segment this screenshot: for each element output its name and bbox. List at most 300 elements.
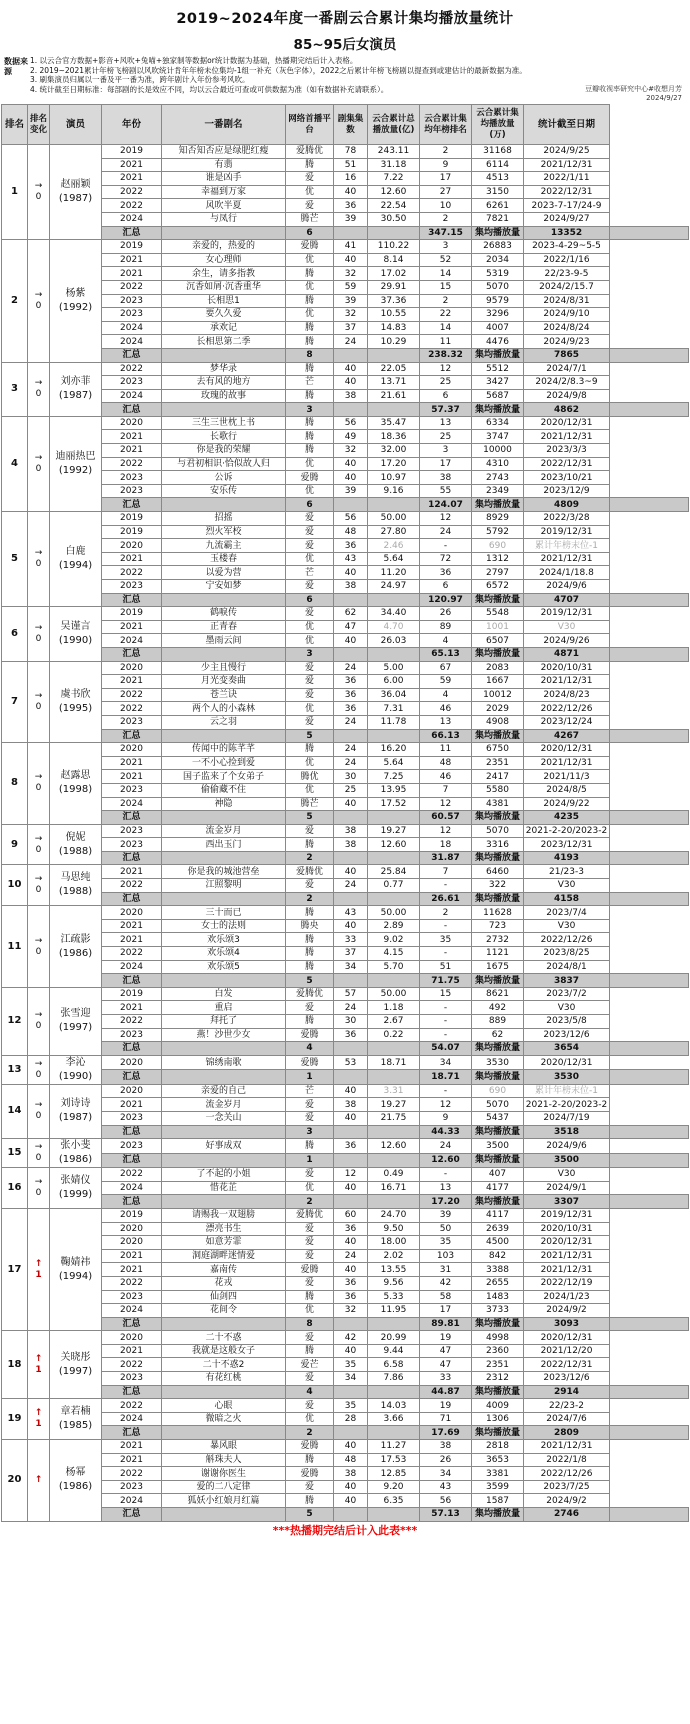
yearrank-cell: 25 (420, 376, 472, 390)
avgwan-cell: 10012 (472, 688, 524, 702)
year-cell: 2019 (102, 145, 162, 159)
summary-spacer (368, 892, 420, 906)
platform-cell: 优 (286, 634, 334, 648)
summary-spacer (368, 593, 420, 607)
header-rank: 排名 (2, 105, 28, 145)
yearrank-cell: 12 (420, 362, 472, 376)
avgwan-cell: 6114 (472, 158, 524, 172)
platform-cell: 爱 (286, 1249, 334, 1263)
episodes-cell: 33 (334, 933, 368, 947)
summary-label: 汇总 (102, 729, 162, 743)
yearrank-cell: 24 (420, 1139, 472, 1154)
total-cell: 36.04 (368, 688, 420, 702)
year-cell: 2020 (102, 906, 162, 920)
total-cell: 5.64 (368, 552, 420, 566)
table-row (2, 756, 689, 770)
summary-spacer (334, 892, 368, 906)
summary-label: 汇总 (102, 647, 162, 661)
episodes-cell: 36 (334, 675, 368, 689)
yearrank-cell: - (420, 1084, 472, 1098)
actor-cell: 倪妮 (1988) (50, 824, 102, 865)
total-cell: 50.00 (368, 512, 420, 526)
rank-change-cell: ↑ 1 (28, 1399, 50, 1440)
page-subtitle: 85~95后女演员 (293, 37, 397, 53)
summary-spacer (368, 1508, 420, 1522)
header-avgwan: 云合累计集均播放量(万) (472, 105, 524, 145)
yearrank-cell: 43 (420, 1480, 472, 1494)
header-episodes: 剧集集数 (334, 105, 368, 145)
table-row (2, 770, 689, 784)
summary-spacer (368, 729, 420, 743)
drama-cell: 女士的法则 (162, 919, 286, 933)
avgwan-cell: 6334 (472, 416, 524, 430)
avgwan-cell: 5512 (472, 362, 524, 376)
summary-avg-label: 集均播放量 (472, 892, 524, 906)
summary-row (2, 1070, 689, 1085)
yearrank-cell: 13 (420, 1181, 472, 1195)
total-cell: 11.20 (368, 566, 420, 580)
drama-cell: 云之羽 (162, 715, 286, 729)
year-cell: 2022 (102, 1015, 162, 1029)
avgwan-cell: 3388 (472, 1263, 524, 1277)
drama-cell: 谁是凶手 (162, 172, 286, 186)
avgwan-cell: 6460 (472, 865, 524, 879)
date-cell: 2022/12/26 (524, 933, 610, 947)
summary-avg-value: 2746 (524, 1508, 610, 1522)
rank-cell: 12 (2, 987, 28, 1055)
summary-label: 汇总 (102, 403, 162, 417)
drama-cell: 二十不惑 (162, 1331, 286, 1345)
drama-cell: 你是我的城池营垒 (162, 865, 286, 879)
date-cell: 2021/12/20 (524, 1344, 610, 1358)
year-cell: 2020 (102, 1084, 162, 1098)
drama-cell: 亲爱的，热爱的 (162, 240, 286, 254)
avgwan-cell: 4381 (472, 797, 524, 811)
table-row (2, 1111, 689, 1125)
summary-avg-label: 集均播放量 (472, 498, 524, 512)
avgwan-cell: 5070 (472, 280, 524, 294)
year-cell: 2022 (102, 185, 162, 199)
table-row (2, 566, 689, 580)
episodes-cell: 40 (334, 1344, 368, 1358)
table-row (2, 1344, 689, 1358)
summary-count: 6 (286, 593, 334, 607)
summary-total: 89.81 (420, 1317, 472, 1331)
table-row (2, 1139, 689, 1154)
platform-cell: 优 (286, 552, 334, 566)
summary-spacer (162, 348, 286, 362)
date-cell: 2023/12/31 (524, 838, 610, 852)
header-date: 统计截至日期 (524, 105, 610, 145)
summary-spacer (162, 1195, 286, 1209)
summary-spacer (610, 1195, 689, 1209)
total-cell: 5.33 (368, 1290, 420, 1304)
platform-cell: 腾 (286, 321, 334, 335)
date-cell: 2021-2-20/2023-2 (524, 824, 610, 838)
header-drama: 一番剧名 (162, 105, 286, 145)
platform-cell: 爱 (286, 1331, 334, 1345)
date-cell: 2023/7/4 (524, 906, 610, 920)
summary-spacer (610, 1070, 689, 1085)
total-cell: 0.49 (368, 1168, 420, 1182)
avgwan-cell: 31168 (472, 145, 524, 159)
episodes-cell: 40 (334, 1181, 368, 1195)
summary-spacer (368, 1317, 420, 1331)
rank-change-cell: → 0 (28, 824, 50, 865)
yearrank-cell: 38 (420, 471, 472, 485)
avgwan-cell: 1306 (472, 1412, 524, 1426)
platform-cell: 优 (286, 1412, 334, 1426)
platform-cell: 腾 (286, 1015, 334, 1029)
summary-spacer (334, 1508, 368, 1522)
actor-cell: 关晓彤 (1997) (50, 1331, 102, 1399)
yearrank-cell: - (420, 879, 472, 893)
total-cell: 29.91 (368, 280, 420, 294)
drama-cell: 传闻中的陈芊芊 (162, 743, 286, 757)
summary-spacer (610, 974, 689, 988)
summary-avg-value: 3518 (524, 1125, 610, 1139)
episodes-cell: 51 (334, 158, 368, 172)
summary-spacer (334, 811, 368, 825)
date-cell: V30 (524, 620, 610, 634)
yearrank-cell: 89 (420, 620, 472, 634)
yearrank-cell: 12 (420, 824, 472, 838)
total-cell: 5.64 (368, 756, 420, 770)
rank-change-cell: → 0 (28, 145, 50, 240)
drama-cell: 你是我的荣耀 (162, 444, 286, 458)
table-row (2, 253, 689, 267)
table-row (2, 1467, 689, 1481)
actor-cell: 张婧仪 (1999) (50, 1168, 102, 1209)
drama-cell: 沉香如屑·沉香重华 (162, 280, 286, 294)
summary-avg-label: 集均播放量 (472, 403, 524, 417)
platform-cell: 腾 (286, 362, 334, 376)
episodes-cell: 56 (334, 416, 368, 430)
platform-cell: 爱 (286, 1399, 334, 1413)
summary-row (2, 593, 689, 607)
yearrank-cell: - (420, 1015, 472, 1029)
summary-row (2, 851, 689, 865)
total-cell: 2.67 (368, 1015, 420, 1029)
avgwan-cell: 2083 (472, 661, 524, 675)
table-row (2, 688, 689, 702)
table-row (2, 580, 689, 594)
yearrank-cell: 18 (420, 838, 472, 852)
year-cell: 2023 (102, 580, 162, 594)
platform-cell: 腾 (286, 416, 334, 430)
summary-spacer (610, 811, 689, 825)
summary-row (2, 647, 689, 661)
episodes-cell: 36 (334, 1139, 368, 1154)
table-row (2, 416, 689, 430)
date-cell: 2021/12/31 (524, 552, 610, 566)
summary-row (2, 974, 689, 988)
year-cell: 2020 (102, 416, 162, 430)
avgwan-cell: 2818 (472, 1440, 524, 1454)
episodes-cell: 39 (334, 294, 368, 308)
table-row (2, 620, 689, 634)
total-cell: 110.22 (368, 240, 420, 254)
year-cell: 2024 (102, 212, 162, 226)
episodes-cell: 36 (334, 702, 368, 716)
date-cell: 2021/12/31 (524, 1263, 610, 1277)
date-cell: 2022/12/31 (524, 1358, 610, 1372)
yearrank-cell: 12 (420, 1098, 472, 1112)
date-cell: 2024/9/27 (524, 212, 610, 226)
avgwan-cell: 1312 (472, 552, 524, 566)
date-cell: V30 (524, 879, 610, 893)
platform-cell: 优 (286, 702, 334, 716)
total-cell: 11.78 (368, 715, 420, 729)
date-cell: 累计年榜末位-1 (524, 1084, 610, 1098)
summary-label: 汇总 (102, 1070, 162, 1085)
yearrank-cell: 42 (420, 1276, 472, 1290)
total-cell: 9.50 (368, 1222, 420, 1236)
table-row (2, 715, 689, 729)
summary-spacer (610, 1317, 689, 1331)
summary-count: 3 (286, 403, 334, 417)
year-cell: 2021 (102, 1249, 162, 1263)
table-row (2, 525, 689, 539)
drama-cell: 欢乐颂3 (162, 933, 286, 947)
summary-spacer (334, 1317, 368, 1331)
total-cell: 22.05 (368, 362, 420, 376)
drama-cell: 余生，请多指教 (162, 267, 286, 281)
actor-cell: 吴谨言 (1990) (50, 607, 102, 661)
actor-cell: 刘亦菲 (1987) (50, 362, 102, 416)
year-cell: 2022 (102, 280, 162, 294)
episodes-cell: 40 (334, 457, 368, 471)
table-row (2, 919, 689, 933)
episodes-cell: 40 (334, 797, 368, 811)
episodes-cell: 12 (334, 1168, 368, 1182)
table-row (2, 1453, 689, 1467)
total-cell: 1.18 (368, 1001, 420, 1015)
avgwan-cell: 2349 (472, 484, 524, 498)
total-cell: 0.77 (368, 879, 420, 893)
date-cell: 2020/10/31 (524, 1222, 610, 1236)
drama-cell: 墨雨云间 (162, 634, 286, 648)
yearrank-cell: - (420, 947, 472, 961)
table-row (2, 987, 689, 1001)
drama-cell: 正青春 (162, 620, 286, 634)
episodes-cell: 40 (334, 1263, 368, 1277)
drama-cell: 燕！沙世少女 (162, 1028, 286, 1042)
platform-cell: 优 (286, 1304, 334, 1318)
yearrank-cell: 31 (420, 1263, 472, 1277)
yearrank-cell: - (420, 1168, 472, 1182)
summary-spacer (368, 498, 420, 512)
total-cell: 22.54 (368, 199, 420, 213)
year-cell: 2021 (102, 253, 162, 267)
actor-cell: 赵丽颖 (1987) (50, 145, 102, 240)
year-cell: 2021 (102, 675, 162, 689)
episodes-cell: 43 (334, 906, 368, 920)
avgwan-cell: 6507 (472, 634, 524, 648)
table-row (2, 185, 689, 199)
episodes-cell: 24 (334, 1001, 368, 1015)
year-cell: 2019 (102, 512, 162, 526)
total-cell: 31.18 (368, 158, 420, 172)
drama-cell: 狐妖小红娘月红篇 (162, 1494, 286, 1508)
year-cell: 2019 (102, 525, 162, 539)
summary-spacer (368, 811, 420, 825)
platform-cell: 腾 (286, 933, 334, 947)
yearrank-cell: - (420, 539, 472, 553)
rank-change-cell: → 0 (28, 1084, 50, 1138)
summary-count: 6 (286, 226, 334, 240)
summary-row (2, 892, 689, 906)
year-cell: 2024 (102, 335, 162, 349)
summary-avg-label: 集均播放量 (472, 348, 524, 362)
actor-cell: 迪丽热巴 (1992) (50, 416, 102, 511)
total-cell: 2.89 (368, 919, 420, 933)
notes-label: 数据来源 (4, 57, 28, 76)
summary-row (2, 1125, 689, 1139)
rank-change-cell: → 0 (28, 661, 50, 743)
drama-cell: 神隐 (162, 797, 286, 811)
platform-cell: 爱 (286, 688, 334, 702)
rank-cell: 6 (2, 607, 28, 661)
avgwan-cell: 1121 (472, 947, 524, 961)
episodes-cell: 40 (334, 1440, 368, 1454)
summary-total: 66.13 (420, 729, 472, 743)
platform-cell: 优 (286, 253, 334, 267)
table-row (2, 824, 689, 838)
date-cell: 2024/8/5 (524, 783, 610, 797)
rank-cell: 18 (2, 1331, 28, 1399)
yearrank-cell: 12 (420, 512, 472, 526)
date-cell: 2022/1/8 (524, 1453, 610, 1467)
total-cell: 10.97 (368, 471, 420, 485)
episodes-cell: 36 (334, 539, 368, 553)
yearrank-cell: 4 (420, 688, 472, 702)
summary-avg-label: 集均播放量 (472, 1385, 524, 1399)
episodes-cell: 40 (334, 1236, 368, 1250)
date-cell: 2022/12/31 (524, 185, 610, 199)
avgwan-cell: 3733 (472, 1304, 524, 1318)
summary-spacer (162, 729, 286, 743)
platform-cell: 爱腾优 (286, 145, 334, 159)
date-cell: 2021/12/31 (524, 158, 610, 172)
total-cell: 50.00 (368, 987, 420, 1001)
rank-cell: 1 (2, 145, 28, 240)
avgwan-cell: 9579 (472, 294, 524, 308)
summary-total: 124.07 (420, 498, 472, 512)
summary-avg-value: 4809 (524, 498, 610, 512)
summary-spacer (162, 892, 286, 906)
total-cell: 5.00 (368, 661, 420, 675)
platform-cell: 爱 (286, 1098, 334, 1112)
summary-spacer (162, 1125, 286, 1139)
total-cell: 21.61 (368, 389, 420, 403)
total-cell: 4.15 (368, 947, 420, 961)
date-cell: 2021/11/3 (524, 770, 610, 784)
date-cell: 2024/2/15.7 (524, 280, 610, 294)
date-cell: 2024/8/1 (524, 960, 610, 974)
yearrank-cell: 46 (420, 770, 472, 784)
year-cell: 2024 (102, 1304, 162, 1318)
year-cell: 2022 (102, 688, 162, 702)
total-cell: 12.60 (368, 185, 420, 199)
avgwan-cell: 3653 (472, 1453, 524, 1467)
summary-avg-value: 4235 (524, 811, 610, 825)
drama-cell: 二十不惑2 (162, 1358, 286, 1372)
table-row (2, 1276, 689, 1290)
yearrank-cell: 34 (420, 1467, 472, 1481)
yearrank-cell: 4 (420, 634, 472, 648)
total-cell: 32.00 (368, 444, 420, 458)
total-cell: 18.00 (368, 1236, 420, 1250)
date-cell: 2024/8/23 (524, 688, 610, 702)
platform-cell: 优 (286, 484, 334, 498)
table-row (2, 389, 689, 403)
actor-cell: 虞书欣 (1995) (50, 661, 102, 743)
summary-label: 汇总 (102, 1508, 162, 1522)
date-cell: 2023/5/8 (524, 1015, 610, 1029)
yearrank-cell: 11 (420, 335, 472, 349)
summary-avg-value: 2914 (524, 1385, 610, 1399)
summary-spacer (610, 1125, 689, 1139)
summary-row (2, 811, 689, 825)
avgwan-cell: 2034 (472, 253, 524, 267)
year-cell: 2020 (102, 1055, 162, 1070)
summary-spacer (368, 1125, 420, 1139)
total-cell: 17.52 (368, 797, 420, 811)
summary-count: 4 (286, 1385, 334, 1399)
date-cell: 2021/12/31 (524, 675, 610, 689)
platform-cell: 爱 (286, 1168, 334, 1182)
avgwan-cell: 4117 (472, 1208, 524, 1222)
summary-label: 汇总 (102, 1385, 162, 1399)
episodes-cell: 43 (334, 552, 368, 566)
episodes-cell: 78 (334, 145, 368, 159)
date-cell: 2022/12/31 (524, 457, 610, 471)
year-cell: 2020 (102, 1222, 162, 1236)
summary-spacer (610, 729, 689, 743)
summary-spacer (610, 226, 689, 240)
table-row (2, 430, 689, 444)
summary-total: 238.32 (420, 348, 472, 362)
drama-cell: 安乐传 (162, 484, 286, 498)
total-cell: 26.03 (368, 634, 420, 648)
episodes-cell: 37 (334, 947, 368, 961)
summary-label: 汇总 (102, 348, 162, 362)
episodes-cell: 32 (334, 267, 368, 281)
table-row (2, 457, 689, 471)
total-cell: 9.20 (368, 1480, 420, 1494)
yearrank-cell: 48 (420, 756, 472, 770)
drama-cell: 两个人的小森林 (162, 702, 286, 716)
episodes-cell: 24 (334, 715, 368, 729)
episodes-cell: 62 (334, 607, 368, 621)
avgwan-cell: 2732 (472, 933, 524, 947)
rank-change-cell: → 0 (28, 987, 50, 1055)
table-row (2, 838, 689, 852)
yearrank-cell: 72 (420, 552, 472, 566)
summary-count: 2 (286, 1426, 334, 1440)
date-cell: 2024/9/2 (524, 1494, 610, 1508)
year-cell: 2020 (102, 743, 162, 757)
drama-cell: 幸福到万家 (162, 185, 286, 199)
drama-cell: 了不起的小姐 (162, 1168, 286, 1182)
year-cell: 2024 (102, 960, 162, 974)
avgwan-cell: 3747 (472, 430, 524, 444)
summary-avg-value: 7865 (524, 348, 610, 362)
episodes-cell: 36 (334, 1276, 368, 1290)
table-row (2, 797, 689, 811)
total-cell: 50.00 (368, 906, 420, 920)
